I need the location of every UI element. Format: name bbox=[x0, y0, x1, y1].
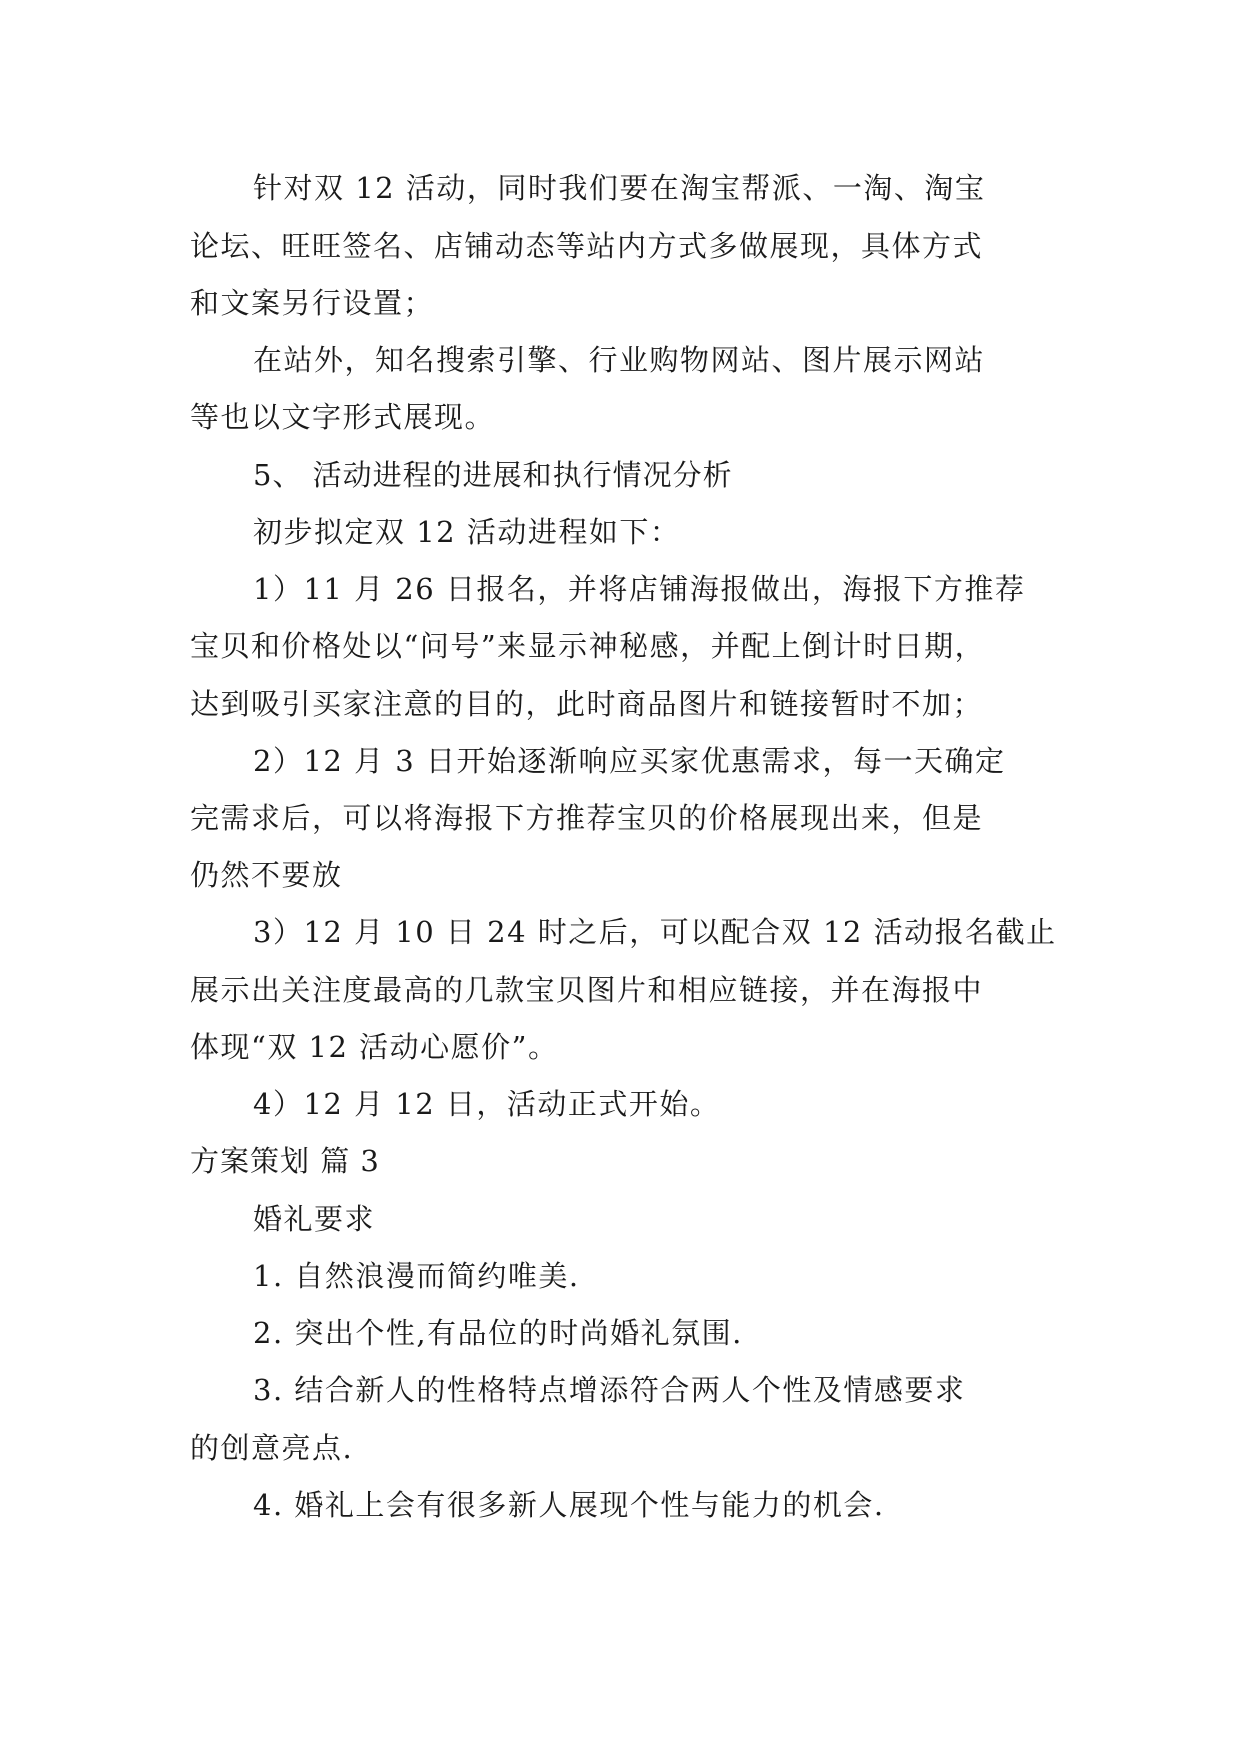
section-title: 方案策划 篇 3 bbox=[190, 1144, 380, 1178]
list-item-line: 达到吸引买家注意的目的，此时商品图片和链接暂时不加； bbox=[190, 687, 984, 721]
list-item-line: 3）12 月 10 日 24 时之后，可以配合双 12 活动报名截止 bbox=[253, 915, 1057, 949]
paragraph-line: 和文案另行设置； bbox=[190, 286, 435, 320]
section-heading: 5、 活动进程的进展和执行情况分析 bbox=[253, 458, 733, 492]
list-item-line: 4）12 月 12 日，活动正式开始。 bbox=[253, 1087, 721, 1121]
list-item-line: 1. 自然浪漫而简约唯美. bbox=[253, 1259, 580, 1293]
list-item-line: 完需求后，可以将海报下方推荐宝贝的价格展现出来，但是 bbox=[190, 801, 984, 835]
list-item-line: 仍然不要放 bbox=[190, 858, 343, 892]
paragraph-line: 初步拟定双 12 活动进程如下： bbox=[253, 515, 681, 549]
paragraph-line: 在站外，知名搜索引擎、行业购物网站、图片展示网站 bbox=[253, 343, 986, 377]
paragraph-line: 等也以文字形式展现。 bbox=[190, 400, 496, 434]
list-item-line: 2. 突出个性,有品位的时尚婚礼氛围. bbox=[253, 1316, 743, 1350]
list-item-line: 2）12 月 3 日开始逐渐响应买家优惠需求，每一天确定 bbox=[253, 744, 1006, 778]
subsection-title: 婚礼要求 bbox=[253, 1202, 376, 1236]
paragraph-line: 论坛、旺旺签名、店铺动态等站内方式多做展现，具体方式 bbox=[190, 229, 984, 263]
list-item-line: 1）11 月 26 日报名，并将店铺海报做出，海报下方推荐 bbox=[253, 572, 1026, 606]
list-item-line: 宝贝和价格处以“问号”来显示神秘感，并配上倒计时日期， bbox=[190, 629, 986, 663]
list-item-line: 4. 婚礼上会有很多新人展现个性与能力的机会. bbox=[253, 1488, 885, 1522]
list-item-line: 体现“双 12 活动心愿价”。 bbox=[190, 1030, 559, 1064]
list-item-line: 的创意亮点. bbox=[190, 1431, 354, 1465]
list-item-line: 3. 结合新人的性格特点增添符合两人个性及情感要求 bbox=[253, 1373, 966, 1407]
paragraph-line: 针对双 12 活动，同时我们要在淘宝帮派、一淘、淘宝 bbox=[253, 171, 986, 205]
list-item-line: 展示出关注度最高的几款宝贝图片和相应链接，并在海报中 bbox=[190, 973, 984, 1007]
